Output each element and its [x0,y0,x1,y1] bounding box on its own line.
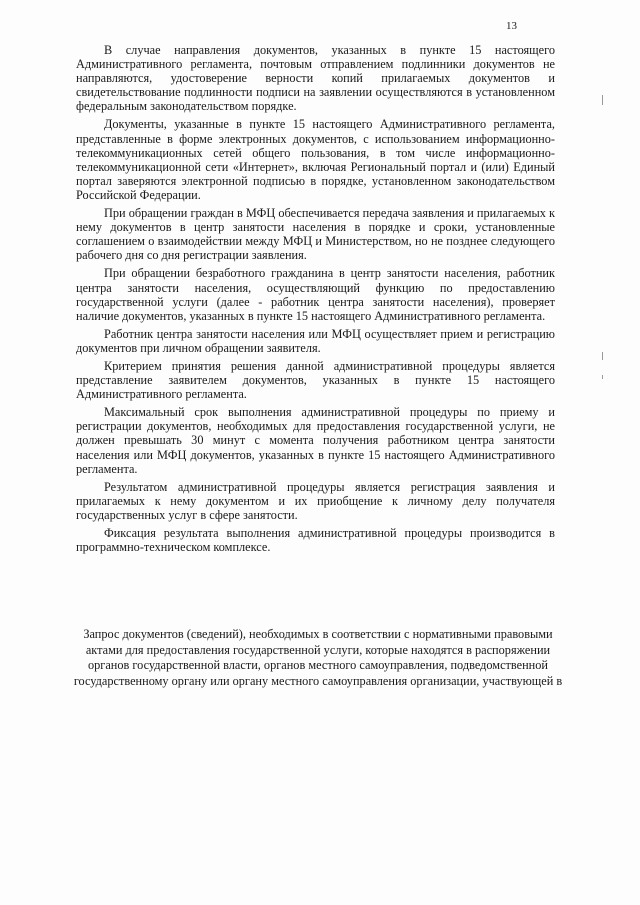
paragraph-mfc-transfer: При обращении граждан в МФЦ обеспечивается передача заявления и прилагаемых к нему документов в центр занятости населения в порядке и сроки, установленные соглашением о взаимодействии между МФЦ и Министерством, но не позднее следующего рабочего дня со дня регистрации заявления. [76,206,555,263]
page-number: 13 [506,20,517,32]
paragraph-reception: Работник центра занятости населения или МФЦ осуществляет прием и регистрацию документов при личном обращении заявителя. [76,326,555,355]
document-body [76,43,555,558]
paragraph-max-duration: Максимальный срок выполнения административной процедуры по приему и регистрации документов, необходимых для предоставления государственной услуги, не должен превышать 30 минут с момента получения работником центра занятости населения или МФЦ документов, указанных в пункте 15 настоящего Административного регламента. [76,405,555,476]
paragraph-result-recording: Фиксация результата выполнения административной процедуры производится в программно-техническом комплексе. [76,526,555,555]
paragraph-decision-criterion: Критерием принятия решения данной административной процедуры является представление заявителем документов, указанных в пункте 15 настоящего Административного регламента. [76,358,555,402]
paragraph-document-check: При обращении безработного гражданина в центр занятости населения, работник центра занятости населения, осуществляющий функцию по предоставлению государственной услуги (далее - работник центра занятости населения), проверяет наличие документов, указанных в пункте 15 настоящего Административного регламента. [76,266,555,323]
section-heading: Запрос документов (сведений), необходимых в соответствии с нормативными правовыми актами для предоставления государственной услуги, которые находятся в распоряжении органов государственной власти, органов местного самоуправления, подведомственной государственному органу или органу местного самоуправления организации, участвующей в [73,627,563,688]
scan-edge-mark [602,352,603,360]
scan-edge-mark [602,95,603,105]
paragraph-postal-submission: В случае направления документов, указанных в пункте 15 настоящего Административного регламента, почтовым отправлением подлинники документов не направляются, удостоверение верности копий прилагаемых документов и свидетельствование подлинности подписи на заявлении осуществляются в установленном федеральным законодательством порядке. [76,43,555,114]
paragraph-procedure-result: Результатом административной процедуры является регистрация заявления и прилагаемых к нему документом и их приобщение к личному делу получателя государственных услуг в сфере занятости. [76,479,555,522]
paragraph-electronic-documents: Документы, указанные в пункте 15 настоящего Административного регламента, представленные в форме электронных документов, с использованием информационно-телекоммуникационных сетей общего пользования, в том числе информационно-телекоммуникационной сети «Интернет», включая Региональный портал и (или) Единый портал заверяются электронной подписью в порядке, установленном законодательством Российской Федерации. [76,117,555,202]
scan-edge-mark [602,375,603,379]
